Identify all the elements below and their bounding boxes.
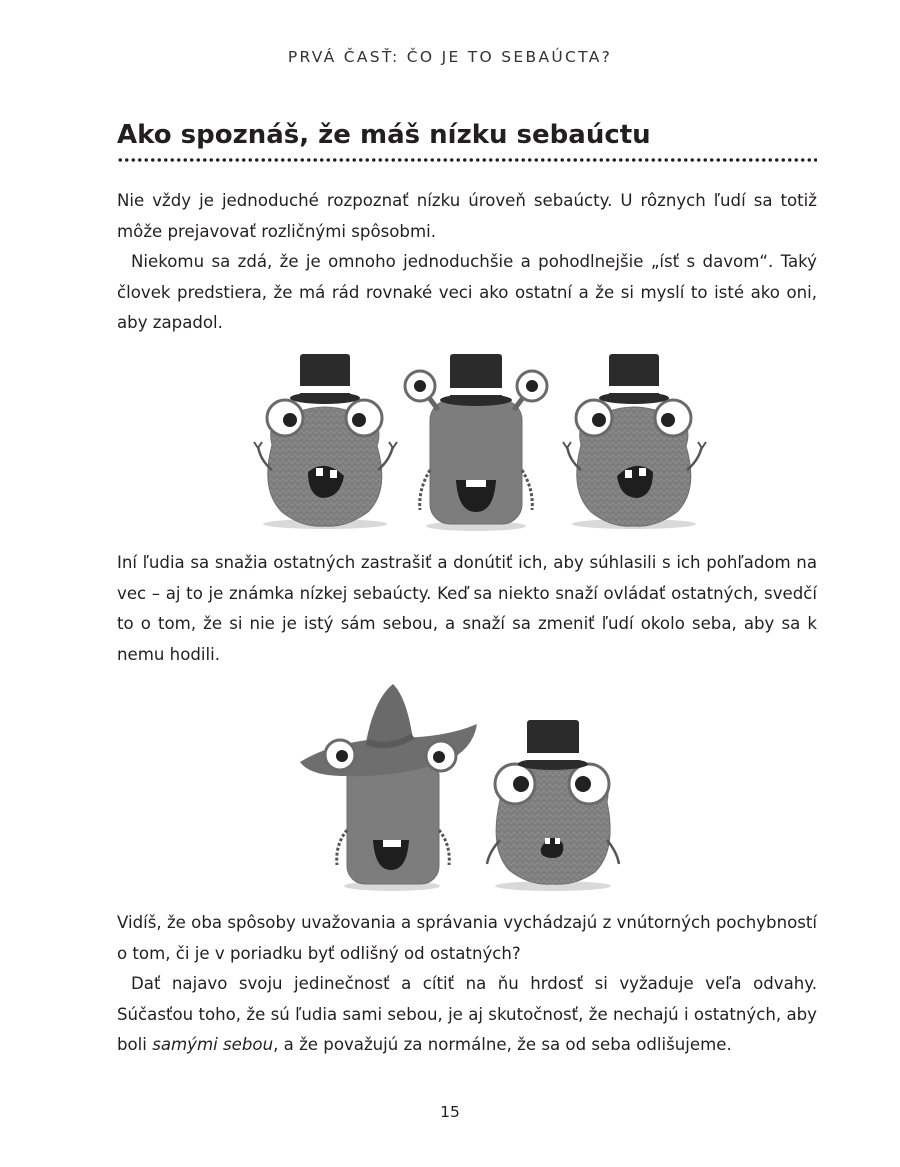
dotted-rule	[117, 157, 817, 163]
section-title: Ako spoznáš, že máš nízku sebaúctu	[117, 120, 651, 150]
page-number: 15	[440, 1103, 460, 1121]
text-block-1	[117, 186, 817, 339]
paragraph-3: Iní ľudia sa snažia ostatných zastrašiť a donútiť ich, aby súhlasili s ich pohľadom na vec – aj to je známka nízkej sebaúcty. Keď sa niekto snaží ovládať ostatných, svedčí to o tom, že si nie je istý sám sebou, a snaží sa zmeniť ľudí okolo seba, aby sa k nemu hodili.	[117, 553, 817, 664]
three-monsters-illustration	[250, 350, 710, 535]
paragraph-2: Niekomu sa zdá, že je omnoho jednoduchšie a pohodlnejšie „ísť s davom“. Taký človek predstiera, že má rád rovnaké veci ako ostatní a že si myslí to isté ako oni, aby zapadol.	[117, 252, 817, 332]
paragraph-4: Vidíš, že oba spôsoby uvažovania a správania vychádzajú z vnútorných pochybností o tom, či je v poriadku byť odlišný od ostatných?	[117, 913, 817, 963]
paragraph-5-part-2: , a že považujú za normálne, že sa od seba odlišujeme.	[273, 1035, 732, 1054]
text-block-2	[117, 548, 817, 670]
paragraph-1: Nie vždy je jednoduché rozpoznať nízku úroveň sebaúcty. U rôznych ľudí sa totiž môže prejavovať rozličnými spôsobmi.	[117, 191, 817, 241]
furry-monster-right	[563, 354, 706, 529]
tall-monster-middle	[405, 354, 547, 531]
worried-furry-monster	[487, 720, 619, 891]
furry-monster-left	[254, 354, 397, 529]
running-head: PRVÁ ČASŤ: ČO JE TO SEBAÚCTA?	[287, 48, 613, 66]
paragraph-5-italic: samými sebou	[152, 1035, 274, 1054]
two-monsters-illustration	[295, 680, 625, 895]
paragraph-5-part-1: Dať najavo svoju jedinečnosť a cítiť na ňu hrdosť si vyžaduje veľa odvahy. Súčasťou toho, že sú ľudia sami sebou, je aj skutočnosť, že nechajú i ostatných, aby boli	[117, 974, 817, 1054]
sombrero-monster	[300, 684, 477, 891]
paragraph-5	[117, 969, 817, 1061]
text-block-3	[117, 908, 817, 1061]
